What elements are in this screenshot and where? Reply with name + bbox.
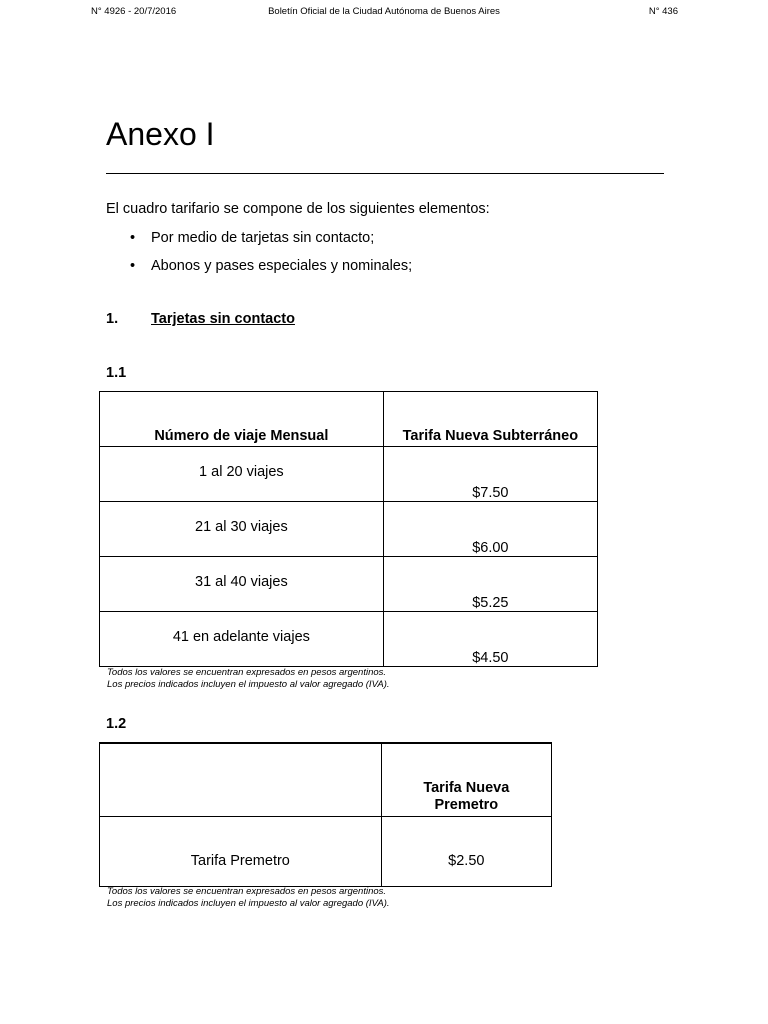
- premetro-header-text: Tarifa Nueva Premetro: [423, 780, 510, 813]
- table-row: [100, 817, 552, 887]
- table-cell-fare: $7.50: [383, 447, 597, 502]
- bullet-icon: •: [130, 258, 136, 274]
- table-cell-service: Tarifa Premetro: [100, 817, 382, 887]
- table-header-cell: Número de viaje Mensual: [100, 392, 384, 447]
- list-item-text: Abonos y pases especiales y nominales;: [151, 258, 413, 274]
- footnote-line: Los precios indicados incluyen el impuesto al valor agregado (IVA).: [107, 898, 390, 909]
- table-footnote: [107, 667, 390, 691]
- footnote-line: Los precios indicados incluyen el impuesto al valor agregado (IVA).: [107, 679, 390, 690]
- section-label: Tarjetas sin contacto: [151, 311, 295, 327]
- table-cell-fare: $6.00: [383, 502, 597, 557]
- table-cell-trips: 21 al 30 viajes: [100, 502, 384, 557]
- table-cell-trips: 31 al 40 viajes: [100, 557, 384, 612]
- table-cell-fare: $5.25: [383, 557, 597, 612]
- table-cell-fare: $2.50: [381, 817, 551, 887]
- bullet-icon: •: [130, 230, 136, 246]
- list-item: [106, 257, 412, 285]
- element-list: [106, 229, 412, 285]
- list-item: [106, 229, 412, 257]
- header-publication: Boletín Oficial de la Ciudad Autónoma de Buenos Aires: [268, 6, 500, 17]
- subsection-heading: 1.1: [106, 365, 127, 381]
- table-header-row: [100, 743, 552, 817]
- intro-paragraph: El cuadro tarifario se compone de los siguientes elementos:: [106, 201, 490, 217]
- table-header-cell: [381, 743, 551, 817]
- table-cell-trips: 1 al 20 viajes: [100, 447, 384, 502]
- fare-table-subway: [99, 391, 598, 667]
- table-header-cell: Tarifa Nueva Subterráneo: [383, 392, 597, 447]
- section-number: 1.: [106, 311, 119, 327]
- table-row: [100, 557, 598, 612]
- table-footnote: [107, 886, 390, 910]
- table-header-cell: [100, 743, 382, 817]
- page-title: Anexo I: [106, 116, 215, 152]
- table-row: [100, 447, 598, 502]
- table-row: [100, 612, 598, 667]
- header-page-number: N° 436: [648, 6, 678, 17]
- fare-table-premetro: [99, 742, 552, 887]
- table-header-row: [100, 392, 598, 447]
- subsection-heading: 1.2: [106, 716, 127, 732]
- list-item-text: Por medio de tarjetas sin contacto;: [151, 230, 375, 246]
- footnote-line: Todos los valores se encuentran expresados en pesos argentinos.: [107, 886, 387, 897]
- table-row: [100, 502, 598, 557]
- footnote-line: Todos los valores se encuentran expresados en pesos argentinos.: [107, 667, 387, 678]
- section-heading: [106, 311, 295, 327]
- header-issue-date: N° 4926 - 20/7/2016: [91, 6, 177, 17]
- title-divider: [106, 173, 664, 174]
- table-cell-trips: 41 en adelante viajes: [100, 612, 384, 667]
- table-cell-fare: $4.50: [383, 612, 597, 667]
